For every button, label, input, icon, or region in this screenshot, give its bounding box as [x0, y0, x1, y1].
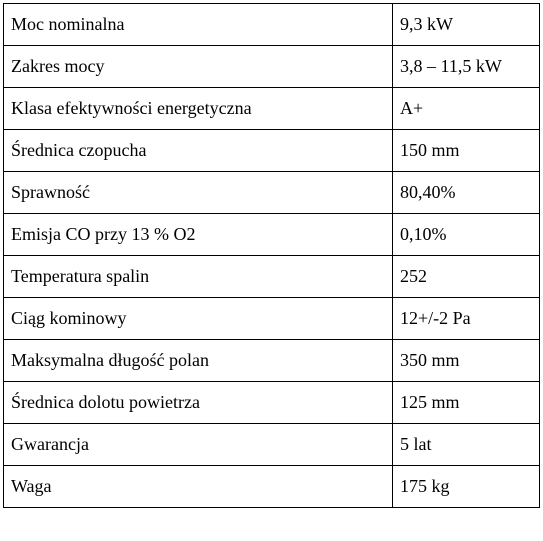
spec-value: 9,3 kW	[393, 4, 540, 46]
table-row	[4, 424, 540, 466]
spec-label: Temperatura spalin	[4, 256, 393, 298]
spec-label: Emisja CO przy 13 % O2	[4, 214, 393, 256]
spec-label: Moc nominalna	[4, 4, 393, 46]
spec-value: 80,40%	[393, 172, 540, 214]
table-row	[4, 256, 540, 298]
spec-value: 252	[393, 256, 540, 298]
table-row	[4, 214, 540, 256]
spec-label: Zakres mocy	[4, 46, 393, 88]
specification-table	[3, 3, 540, 508]
spec-label: Waga	[4, 466, 393, 508]
table-row	[4, 88, 540, 130]
table-row	[4, 4, 540, 46]
spec-label: Średnica czopucha	[4, 130, 393, 172]
spec-value: 0,10%	[393, 214, 540, 256]
spec-value: 5 lat	[393, 424, 540, 466]
spec-label: Klasa efektywności energetyczna	[4, 88, 393, 130]
spec-value: 350 mm	[393, 340, 540, 382]
spec-label: Maksymalna długość polan	[4, 340, 393, 382]
spec-value: 125 mm	[393, 382, 540, 424]
spec-value: 12+/-2 Pa	[393, 298, 540, 340]
table-row	[4, 46, 540, 88]
spec-label: Sprawność	[4, 172, 393, 214]
spec-label: Gwarancja	[4, 424, 393, 466]
table-row	[4, 298, 540, 340]
spec-value: 3,8 – 11,5 kW	[393, 46, 540, 88]
table-row	[4, 382, 540, 424]
spec-value: 150 mm	[393, 130, 540, 172]
table-row	[4, 172, 540, 214]
spec-value: A+	[393, 88, 540, 130]
specification-table-body	[4, 4, 540, 508]
table-row	[4, 466, 540, 508]
table-row	[4, 130, 540, 172]
table-row	[4, 340, 540, 382]
spec-label: Ciąg kominowy	[4, 298, 393, 340]
spec-label: Średnica dolotu powietrza	[4, 382, 393, 424]
spec-value: 175 kg	[393, 466, 540, 508]
